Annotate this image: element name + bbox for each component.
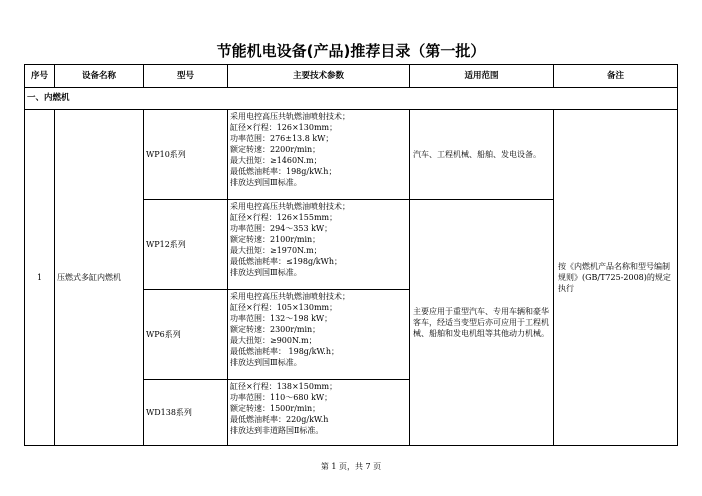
section-row <box>25 88 678 110</box>
row-number: 1 <box>25 110 55 446</box>
param-line: 缸径×行程：126×130mm； <box>230 123 338 132</box>
model-cell: WP12系列 <box>144 200 228 290</box>
param-line: 采用电控高压共轨燃油喷射技术； <box>230 202 350 211</box>
param-line: 排放达到国Ⅲ标准。 <box>230 358 302 367</box>
scope-cell: 汽车、工程机械、船舶、发电设备。 <box>410 110 554 200</box>
header-no: 序号 <box>25 65 55 88</box>
param-line: 功率范围：276±13.8 kW； <box>230 134 334 143</box>
param-line: 缸径×行程：105×130mm； <box>230 303 338 312</box>
param-line: 功率范围：294～353 kW； <box>230 224 333 233</box>
params-cell <box>228 380 410 446</box>
model-cell: WD138系列 <box>144 380 228 446</box>
param-line: 额定转速：2100r/min； <box>230 235 321 244</box>
params-cell <box>228 110 410 200</box>
param-line: 最低燃油耗率：198g/kW.h； <box>230 167 337 176</box>
param-line: 功率范围：132～198 kW； <box>230 314 333 323</box>
header-scope: 适用范围 <box>410 65 554 88</box>
param-line: 最大扭矩：≥1460N.m； <box>230 156 322 165</box>
param-line: 排放达到非道路国Ⅱ标准。 <box>230 426 324 435</box>
param-line: 最低燃油耗率：220g/kW.h <box>230 415 329 424</box>
scope-cell: 主要应用于重型汽车、专用车辆和豪华客车，经适当变型后亦可应用于工程机械、船舶和发电机组等其他动力机械。 <box>410 200 554 446</box>
param-line: 最大扭矩：≥1970N.m； <box>230 246 322 255</box>
header-row <box>25 65 678 88</box>
header-note: 备注 <box>554 65 678 88</box>
section-title: 一、内燃机 <box>25 88 678 110</box>
params-cell <box>228 290 410 380</box>
table-row <box>25 110 678 200</box>
header-params: 主要技术参数 <box>228 65 410 88</box>
page-title: 节能机电设备(产品)推荐目录（第一批） <box>216 42 486 60</box>
param-line: 最低燃油耗率：≤198g/kWh； <box>230 257 343 266</box>
param-line: 最低燃油耗率： 198g/kW.h； <box>230 347 339 356</box>
param-line: 额定转速：1500r/min； <box>230 404 321 413</box>
header-model: 型号 <box>144 65 228 88</box>
param-line: 排放达到国Ⅲ标准。 <box>230 178 302 187</box>
page-footer: 第 1 页，共 7 页 <box>320 462 382 471</box>
equipment-name: 压燃式多缸内燃机 <box>55 110 144 446</box>
params-cell <box>228 200 410 290</box>
param-line: 采用电控高压共轨燃油喷射技术； <box>230 292 350 301</box>
param-line: 额定转速：2300r/min； <box>230 325 321 334</box>
note-cell: 按《内燃机产品名称和型号编制规则》(GB/T725-2008)的规定执行 <box>554 110 678 446</box>
equipment-table <box>24 64 678 446</box>
header-name: 设备名称 <box>55 65 144 88</box>
param-line: 最大扭矩：≥900N.m； <box>230 336 317 345</box>
model-cell: WP6系列 <box>144 290 228 380</box>
param-line: 排放达到国Ⅲ标准。 <box>230 268 302 277</box>
param-line: 额定转速：2200r/min； <box>230 145 321 154</box>
param-line: 采用电控高压共轨燃油喷射技术； <box>230 112 350 121</box>
param-line: 缸径×行程：126×155mm； <box>230 213 338 222</box>
param-line: 功率范围：110～680 kW； <box>230 393 333 402</box>
model-cell: WP10系列 <box>144 110 228 200</box>
param-line: 缸径×行程：138×150mm； <box>230 382 338 391</box>
